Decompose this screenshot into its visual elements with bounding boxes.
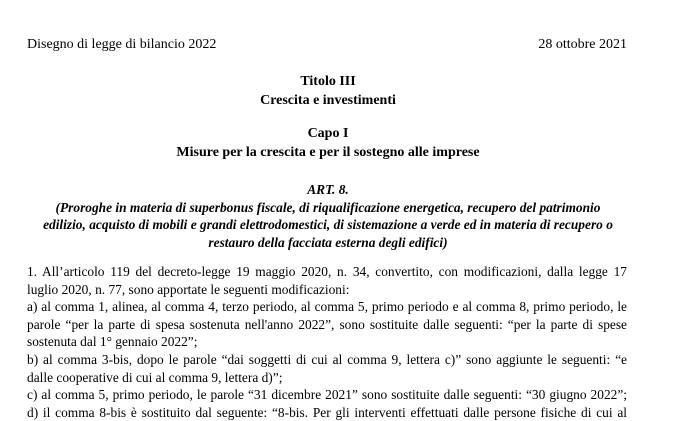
- titolo-heading: [0, 72, 656, 110]
- article-body: [27, 263, 627, 421]
- body-line: luglio 2020, n. 77, sono apportate le seguenti modificazioni:: [27, 281, 350, 297]
- article-subtitle: (Proroghe in materia di superbonus fiscale, di riqualificazione energetica, recupero del patrimonio edilizio, acquisto di mobili e grandi elettrodomestici, di sistemazione a verde ed in materia di recupero o restauro della facciata esterna degli edifici): [43, 199, 613, 250]
- body-line: a) al comma 1, alinea, al comma 4, terzo periodo, al comma 5, primo periodo e al comma 8, primo periodo, le: [27, 299, 627, 315]
- document-header-date: 28 ottobre 2021: [538, 37, 627, 52]
- document-header-title: Disegno di legge di bilancio 2022: [27, 37, 217, 52]
- body-line: sostenuta dal 1° gennaio 2022”;: [27, 334, 198, 350]
- capo-heading: [0, 124, 656, 162]
- body-line: parole “per la parte di spesa sostenuta nell'anno 2022”, sono sostituite dalle seguenti: “per la parte di spese: [27, 316, 627, 332]
- body-line: dalle cooperative di cui al comma 9, lettera d)”;: [27, 369, 283, 385]
- article-number: ART. 8.: [307, 182, 349, 197]
- titolo-name: Crescita e investimenti: [260, 93, 396, 108]
- article-heading: [40, 181, 616, 251]
- body-line: 1. All’articolo 119 del decreto-legge 19 maggio 2020, n. 34, convertito, con modificazioni, dalla legge 17: [27, 264, 627, 279]
- capo-name: Misure per la crescita e per il sostegno alle imprese: [176, 145, 480, 160]
- titolo-number: Titolo III: [300, 74, 356, 89]
- body-line: c) al comma 5, primo periodo, le parole “31 dicembre 2021” sono sostituite dalle seguenti: “30 giugno 2022”;: [27, 387, 627, 403]
- body-line: d) il comma 8-bis è sostituito dal seguente: “8-bis. Per gli interventi effettuati dalle persone fisiche di cui al: [27, 404, 627, 420]
- body-line: b) al comma 3-bis, dopo le parole “dai soggetti di cui al comma 9, lettera c)” sono aggiunte le seguenti: “e: [27, 351, 627, 367]
- capo-number: Capo I: [307, 126, 349, 141]
